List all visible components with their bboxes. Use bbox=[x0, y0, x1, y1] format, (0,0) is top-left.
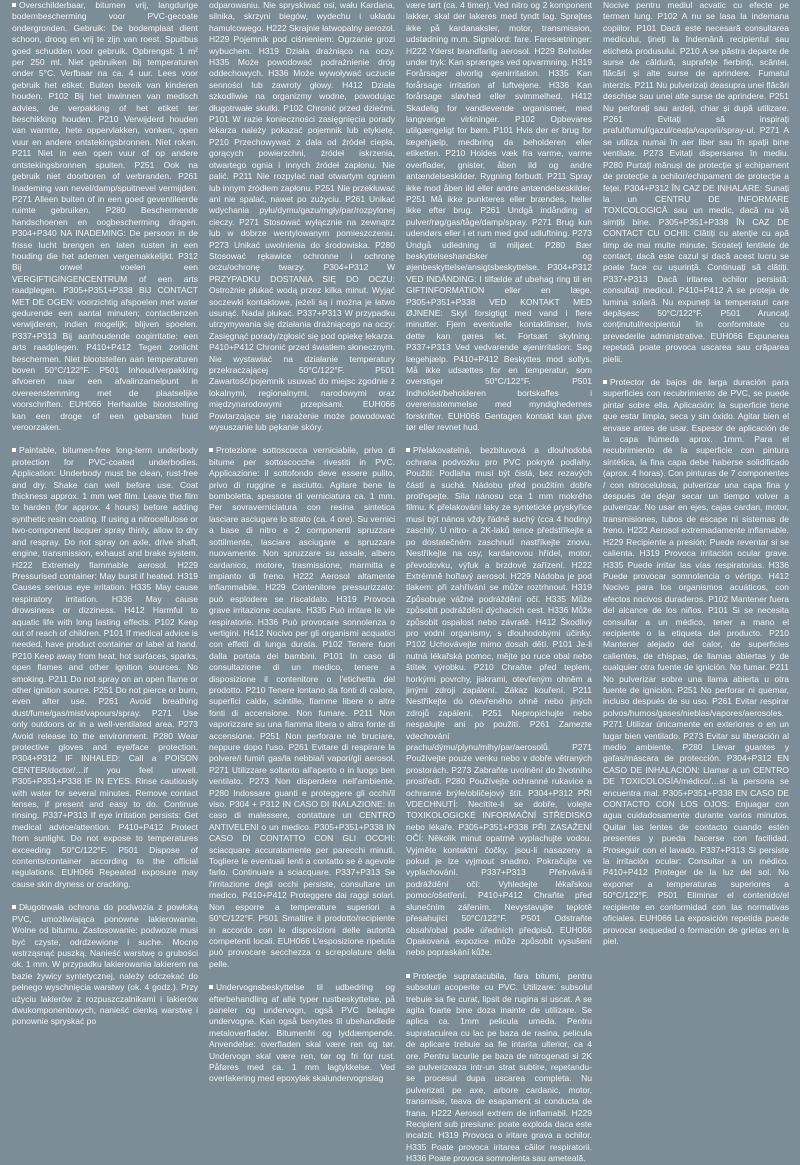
section-text: Paintable, bitumen-free long-term underbody protection for PVC-coated underbodies. Application: Underbody must be clean, rust-free and dry. Shake can well before use. Coat thickness approx. 1 mm wet film. Leave the film to harden (for approx. 4 hours) before adding synthetic resin coating. If using a nitrocellulose or two-component lacquer spray thinly, allow to dry and respray. Do not spray on axle, drive shaft, engine, transmission, exhaust and brake system. H222 Extremely flammable aerosol. H229 Pressurised container: May burst if heated. H319 Causes serious eye irritation. H335 May cause respiratory irritation. H336 May cause drowsiness or dizziness. H412 Harmful to aquatic life with long lasting effects. P102 Keep out of reach of children. P101 If medical advice is needed, have product container or label at hand. P210 Keep away from heat, hot surfaces, sparks, open flames and other ignition sources. No smoking. P211 Do not spray on an open flame or other ignition source. P251 Do not pierce or burn, even after use. P261 Avoid breathing dust/fume/gas/mist/vapours/spray. P271 Use only outdoors or in a well-ventilated area. P273 Avoid release to the environment. P280 Wear protective gloves and eye/face protection. P304+P312 IF INHALED: Call a POISON CENTER/doctor/…if you feel unwell. P305+P351+P338 IF IN EYES: Rinse cautiously with water for several minutes. Remove contact lenses, if present and easy to do. Continue rinsing. P337+P313 If eye irritation persists: Get medical advice/attention. P410+P412 Protect from sunlight. Do not expose to temperatures exceeding 50°C/122°F. P501 Dispose of contents/container according to the official regulations. EUH066 Repeated exposure may cause skin dryness or cracking. bbox=[12, 445, 198, 889]
section-danish bbox=[209, 982, 395, 1085]
section-polish bbox=[12, 902, 198, 1027]
section-italian bbox=[209, 445, 395, 970]
section-text: odparowaniu. Nie spryskiwać osi, wału Kardana, silnika, skrzyni biegów, wydechu i układu hamulcowego. H222 Skrajnie łatwopalny aerozol. H229 Pojemnik pod ciśnieniem: Ogrzanie grozi wybuchem. H319 Działa drażniąco na oczy. H335 Może powodować podrażnienie dróg oddechowych. H336 Może wywoływać uczucie senności lub zawroty głowy. H412 Działa szkodliwie na organizmy wodne, powodując długotrwałe skutki. P102 Chronić przed dziećmi. P101 W razie konieczności zasięgnięcia porady lekarza należy pokazać pojemnik lub etykietę. P210 Przechowywać z dala od źródeł ciepła, gorących powierzchni, źródeł iskrzenia, otwartego ognia i innych źródeł zapłonu. Nie palić. P211 Nie rozpylać nad otwartym ogniem lub innym źródłem zapłonu. P251 Nie przekłuwać ani nie spalać, nawet po zużyciu. P261 Unikać wdychania pyłu/dymu/gazu/mgły/par/rozpylonej cieczy. P271 Stosować wyłącznie na zewnątrz lub w dobrze wentylowanym pomieszczeniu. P273 Unikać uwolnienia do środowiska. P280 Stosować rękawice ochronne i ochronę oczu/ochronę twarzy. P304+P312 W PRZYPADKU DOSTANIA SIĘ DO OCZU: Ostrożnie płukać wodą przez kilka minut. Wyjąć soczewki kontaktowe, jeżeli są i można je łatwo usunąć. Nadal płukać. P337+P313 W przypadku utrzymywania się działania drażniącego na oczy: Zasięgnąć porady/zgłosić się pod opiekę lekarza. P410+P412 Chronić przed światłem słonecznym. Nie wystawiać na działanie temperatury przekraczającej 50°C/122°F. P501 Zawartość/pojemnik usuwać do miejsc zgodnie z lokalnymi, regionalnymi, narodowymi oraz międzynarodowymi przepisami. EUH066 Powtarzające się narażenie może powodować wysuszanie lub pękanie skóry. bbox=[209, 0, 395, 433]
section-text: Undervognsbeskyttelse til udbedring og efterbehandling af alle typer rustbeskyttelse, på paneler og undervogn, også PVC belagte undervogne. Kan også benyttes til ubehandlede metaloverflader. Bitumenfri og lyddæmpende. Anvendelse: overfladen skal være ren og tør. Undervogn skal være ren, tør og fri for rust. Påføres med ca. 1 mm lagtykkelse. Ved overlakering med epoxylak skalundervognslag bbox=[209, 982, 395, 1084]
bullet-square-icon bbox=[209, 448, 213, 452]
bullet-square-icon bbox=[12, 3, 16, 7]
section-czech bbox=[406, 445, 592, 958]
section-text: Přelakovatelná, bezbituvová a dlouhodobá ochrana podvozku pro PVC pokryté podlahy. Použití: Podlaha musí být čistá, bez rezavých částí a suchá. Nádobu před použitím dobře protřepejte. Síla nánosu cca 1 mm mokrého filmu. K přelakování laky ze syntetické pryskyřice musí být nános vždy řádně suchý (cca 4 hodiny) zaschlý. U nitro- a 2K-laků tence předstříkejte a po dostatečném zaschnutí nastříkejte znovu. Nestříkejte na osy, kardanovou hřídel, motor, převodovku, výfuk a brzdové zařízení. H222 Extrémně hořlavý aerosol. H229 Nádoba je pod tlakem: při zahřívání se může roztrhnout. H319 Způsobuje vážné podráždění očí. H335 Může způsobit podráždění dýchacích cest. H336 Může způsobit ospalost nebo závratě. H412 Škodlivý pro vodní organismy, s dlouhodobými účinky. P102 Uchovávejte mimo dosah dětí. P101 Je-li nutná lékařská pomoc, mějte po ruce obal nebo štítek výrobku. P210 Chraňte před teplem, horkými povrchy, jiskrami, otevřeným ohněm a jinými zdroji zapálení. Zákaz kouření. P211 Nestříkejte do otevřeného ohně nebo jiných zdrojů zapálení. P251 Nepropichujte nebo nespalujte ani po použití. P261 Zamezte vdechování prachu/dýmu/plynu/mlhy/par/aerosolů. P271 Používejte pouze venku nebo v dobře větraných prostorách. P273 Zabraňte uvolnění do životního prostředí. P280 Používejte ochranné rukavice a ochranné brýle/obličejový štít. P304+P312 PŘI VDECHNUTÍ: Necítíte-li se dobře, volejte TOXIKOLOGICKÉ INFORMAČNÍ STŘEDISKO nebo lékaře. P305+P351+P338 PŘI ZASAŽENÍ OČÍ: Několik minut opatrně vyplachujte vodou. Vyjměte kontaktní čočky, jsou-li nasazeny a pokud je lze vyjmout snadno. Pokračujte ve vyplachování. P337+P313 Přetrvává-li podráždění očí: Vyhledejte lékařskou pomoc/ošetření. P410+P412 Chraňte před slunečním zářením. Nevystavujte teplotě přesahující 50°C/122°F. P501 Odstraňte obsah/obal podle úředních předpisů. EUH066 Opakovaná expozice může způsobit vysušení nebo popraskání kůže. bbox=[406, 445, 592, 958]
bullet-square-icon bbox=[209, 985, 213, 989]
section-text: Protecție supratacubila, fara bitumi, pentru subsoluri acoperite cu PVC. Utilizare: subsolul trebuie sa fie curat, lipsit de rugina si uscat. A se agita foarte bine doza inainte de utilizare. Se aplica ca. 1mm pelicula umeda. Pentru supratacuirea cu lac pe baza de rasina, pelicula de aplicare trebuie sa fie intarita ulterior, ca 4 ore. Pentru lacurile pe baza de nitrogenati si 2K se pulverizeaza intr-un strat subtire, repetandu-se procesul dupa uscarea completa. Nu pulverizati pe axe, arbore cardanic, motor, transmisie, teava de esapament si conducta de frana. H222 Aerosol extrem de inflamabil. H229 Recipient sub presiune: poate exploda daca este incalzit. H319 Provoca o iritare grava a ochilor. H335 Poate provoca iritarea căilor respiratorii. H336 Poate provoca somnolenta sau ameteală. bbox=[406, 970, 592, 1164]
section-text: Protezione sottoscocca verniciabile, privo di bitume per sottoscocche rivestiti in PVC. Applicazione: il sottofondo deve essere pulito, privo di ruggine e asciutto. Agitare bene la bomboletta, spessore di verniciatura ca. 1 mm. Per sovraverniciatura con resina sintetica lasciare asciugare lo strato (ca. 4 ore). Su vernici a base di nitro e 2 componenti spruzzare sottilmente, lasciare asciugare e spruzzare nuovamente. Non spruzzare su assale, albero cardanico, motore, trasmissione, marmitta e impianto di freno. H222 Aerosol altamente infiammabile. H229 Contenitore pressurizzato: può esplodere se riscaldato. H319 Provoca grave irritazione oculare. H335 Può irritare le vie respiratorie. H336 Può provocare sonnolenza o vertigini. H412 Nocivo per gli organismi acquatici con effetti di lunga durata. P102 Tenere fuori dalla portata dei bambini. P101 In caso di consultazione di un medico, tenere a disposizione il contenitore o l'etichetta del prodotto. P210 Tenere lontano da fonti di calore, superfici calde, scintille, fiamme libere o altre fonti di accensione. Non fumare. P211 Non vaporizzare su una fiamma libera o altra fonte di accensione. P251 Non perforare né bruciare, neppure dopo l'uso. P261 Evitare di respirare la polvere/i fumi/i gas/la nebbia/i vapori/gli aerosol. P271 Utilizzare soltanto all'aperto o in luogo ben ventilato. P273 Non disperdere nell'ambiente. P280 Indossare guanti e proteggere gli occhi/il viso. P304 + P312 IN CASO DI INALAZIONE: In caso di malessere, contattare un CENTRO ANTIVELENI o un medico. P305+P351+P338 IN CASO DI CONTATTO CON GLI OCCHI: sciacquare accuratamente per parecchi minuti. Togliere le eventuali lenti a contatto se è agevole farlo. Continuare a sciacquare. P337+P313 Se l'irritazione degli occhi persiste, consultare un medico. P410+P412 Proteggere dai raggi solari. Non esporre a temperature superiori a 50°C/122°F. P501 Smaltire il prodotto/recipiente in accordo con le disposizioni delle autorità competenti locali. EUH066 L'esposizione ripetuta può provocare secchezza o screpolature della pelle. bbox=[209, 445, 395, 969]
section-danish-continued bbox=[406, 0, 592, 433]
bullet-square-icon bbox=[603, 380, 607, 384]
section-text: Nocive pentru mediul acvatic cu efecte pe termen lung. P102 A nu se lasa la indemana copiilor. P101 Dacă este necesară consultarea medicului, țineți la îndemână recipientul sau eticheta produsului. P210 A se păstra departe de surse de căldură, suprafețe fierbinți, scântei, flăcări și alte surse de aprindere. Fumatul interzis. P211 Nu pulverizați deasupra unei flăcări deschise sau unei alte surse de aprindere. P251 Nu perforați sau ardeți, chiar și după utilizare. P261 Evitați să inspirați praful/fumul/gazul/ceața/vaporii/spray-ul. P271 A se utiliza numai în aer liber sau în spații bine ventilate. P273 Evitați dispersarea în mediu. P280 Purtați mănuși de protecție și echipament de protecție a ochilor/echipament de protecție a feței. P304+P312 ÎN CAZ DE INHALARE: Sunați la un CENTRU DE INFORMARE TOXICOLOGICĂ sau un medic, dacă nu vă simțiți bine. P305+P351+P338 ÎN CAZ DE CONTACT CU OCHII: Clătiți cu atenție cu apă timp de mai multe minute. Scoateți lentilele de contact, dacă este cazul și dacă acest lucru se poate face cu ușurință. Continuați să clătiți. P337+P313 Dacă iritarea ochilor persistă: consultați medicul. P410+P412 A se proteja de lumina solară. Nu expuneți la temperaturi care depășesc 50°C/122°F. P501 Aruncați conținutul/recipientul în conformitate cu prevederile administrative. EUH066 Expunerea repetată poate provoca uscarea sau crăparea pielii. bbox=[603, 0, 789, 364]
section-romanian-continued bbox=[603, 0, 789, 365]
text-column-4 bbox=[603, 0, 789, 946]
section-polish-continued bbox=[209, 0, 395, 433]
text-column-1 bbox=[12, 0, 198, 1027]
bullet-square-icon bbox=[12, 448, 16, 452]
section-spanish bbox=[603, 377, 789, 947]
section-text: Długotrwała ochrona do podwozia z powłoką PVC, umożliwiająca ponowne lakierowanie. Wolne od bitumu. Zastosowanie: podwozie musi być czyste, odrdzewione i suche. Mocno wstrząsnąć puszką. Nanieść warstwę o grubości ok. 1 mm. W przypadku lakierowania lakierem na bazie żywicy syntetycznej, należy odczekać do pełnego wyschnięcia warstwy (ok. 4 godz.). Przy użyciu lakierów z rozpuszczalnikami i lakierów dwukomponentowych, nanieść cienką warstwę i ponownie spryskać po bbox=[12, 902, 198, 1027]
bullet-square-icon bbox=[406, 448, 410, 452]
text-column-3 bbox=[406, 0, 592, 1164]
section-romanian bbox=[406, 971, 592, 1165]
bullet-square-icon bbox=[406, 974, 410, 978]
section-text: være tørt (ca. 4 timer). Ved nitro og 2 komponent lakker, skal der lakeres med tyndt lag. Sprøjtes ikke på kardanaksler, motor, transmission, udstødning m.m. Signalord: fare. Faresætninger: H222 Yderst brandfarlig aerosol. H229 Beholder under tryk: Kan sprænges ved opvarmning. H319 Forårsager alvorlig øjenirritation. H335 Kan forårsage irritation af luftvejene. H336 Kan forårsage sløvhed eller svimmelhed. H412 Skadelig for vandlevende organismer, med langvarige virkninger. P102 Opbevares utilgængeligt for børn. P101 Hvis der er brug for lægehjælp, medbring da beholderen eller etiketten. P210 Holdes væk fra varme, varme overflader, gnister, åben ild og andre antændelseskilder. Rygning forbudt. P211 Spray ikke mod åben ild eller andre antændelseskilder. P251 Må ikke punkteres eller brændes, heller ikke efter brug. P261 Undgå indånding af pulver/røg/gas/tåge/damp/spray. P271 Brug kun udendørs eller i et rum med god udluftning. P273 Undgå udledning til miljøet. P280 Bær beskyttelseshandsker og øjenbeskyttelse/ansigtsbeskyttelse. P304+P312 VED INDÅNDING: I tilfælde af ubehag ring til en GIFTINFORMATION eller en læge. P305+P351+P338 VED KONTAKT MED ØJNENE: Skyl forsigtigt med vand i flere minutter. Fjern eventuelle kontaktlinser, hvis dette kan gøres let. Fortsæt skylning. P337+P313 Ved vedvarende øjenirritation: Søg lægehjælp. P410+P412 Beskyttes mod sollys. Må ikke udsættes for en temperatur, som overstiger 50°C/122°F. P501 Indholdet/beholderen bortskaffes i overensstemmelse med myndighedernes forskrifter. EUH066 Gentagen kontakt kan give tør eller revnet hud. bbox=[406, 0, 592, 433]
section-english bbox=[12, 445, 198, 890]
section-text: Overschilderbaar, bitumen vrij, langdurige bodembescherming voor PVC-gecoate ondergronden. Gebruik: De bodemplaat dient schoon, droog en vrij te zijn van roest. Spuitbus goed schudden voor gebruik. Opbrengst: 1 m² per 250 ml. Niet gebruiken bij temperaturen onder 5°C. Verfbaar na ca. 4 uur. Lees voor gebruik het etiket. Buiten bereik van kinderen houden. P102 Bij het inwinnen van medisch advies, de verpakking of het etiket ter beschikking houden. P210 Verwijderd houden van warmte, hete oppervlakken, vonken, open vuur en andere ontstekingsbronnen. Niet roken. P211 Niet in een open vuur of op andere ontstekingsbronnen spuiten. P251 Ook na gebruik niet doorboren of verbranden. P261 Inademing van nevel/damp/spuitnevel vermijden. P271 Alleen buiten of in een goed geventileerde ruimte gebruiken. P280 Beschermende handschoenen en oogbescherming dragen. P304+P340 NA INADEMING: De persoon in de frisse lucht brengen en laten rusten in een houding die het ademen vergemakkelijkt. P312 Bij onwel voelen een VERGIFTIGINGENCENTRUM of een arts raadplegen. P305+P351+P338 BIJ CONTACT MET DE OGEN: voorzichtig afspoelen met water gedurende een aantal minuten; contactlenzen verwijderen, indien mogelijk; blijven spoelen. P337+P313 Bij aanhoudende oogirritatie: een arts raadplegen. P410+P412 Tegen zonlicht beschermen. Niet blootstellen aan temperaturen boven 50°C/122°F. P501 Inhoud/verpakking afvoeren naar een afvalinzamelpunt in overeenstemming met de plaatselijke voorschriften. EUH066 Herhaalde blootstelling kan een droge of een gebarsten huid veroorzaken. bbox=[12, 0, 198, 433]
section-dutch bbox=[12, 0, 198, 433]
bullet-square-icon bbox=[12, 905, 16, 909]
section-text: Protector de bajos de larga duración para superficies con recubrimiento de PVC, se puede pintar sobre ella. Aplicación: la superficie tiene que estar limpia, seca y sin óxido. Agitar bien el envase antes de usar. Espesor de aplicación de la capa húmeda aprox. 1mm. Para el recubrimiento de la superficie con pintura sintética, la fina capa debe haberse solidificado (aprox. 4 horas). Con pinturas de 7 componentes / con nitrocelulosa, pulverizar una capa fina y después de dejar secar un tiempo volver a pulverizar. No usar en ejes, cajas cardan, motor, transmisiones, tubos de escape ni sistemas de freno. H222 Aerosol extremadamente inflamable. H229 Recipiente a presión: Puede reventar si se calienta. H319 Provoca irritación ocular grave. H335 Puede irritar las vías respiratorias. H336 Puede provocar somnolencia o vértigo. H412 Nocivo para los organismos acuáticos, con efectos nocivos duraderos. P102 Mantener fuera del alcance de los niños. P101 Si se necesita consultar a un médico, tener a mano el recipiente o la etiqueta del producto. P210 Mantener alejado del calor, de superficies calientes, de chispas, de llamas abiertas y de cualquier otra fuente de ignición. No fumar. P211 No pulverizar sobre una llama abierta u otra fuente de ignición. P251 No perforar ni quemar, incluso después de su uso. P261 Evitar respirar polvos/humos/gases/nieblas/vapores/aerosoles. P271 Utilizar únicamente en exteriores o en un lugar bien ventilado. P273 Evitar su liberación al medio ambiente. P280 Llevar guantes y gafas/máscara de protección. P304+P312 EN CASO DE INHALACIÓN: Llamar a un CENTRO DE TOXICOLOGÍA/médico/…si la persona se encuentra mal. P305+P351+P338 EN CASO DE CONTACTO CON LOS OJOS: Enjuagar con agua cuidadosamente durante varios minutos. Quitar las lentes de contacto cuando estén presentes y pueda hacerse con facilidad. Proseguir con el lavado. P337+P313 Si persiste la irritación ocular: Consultar a un médico. P410+P412 Proteger de la luz del sol. No exponer a temperaturas superiores a 50°C/122°F. P501 Eliminar el contenido/el recipiente en conformidad con las normativas oficiales. EUH066 La exposición repetida puede provocar sequedad o formación de grietas en la piel. bbox=[603, 377, 789, 946]
text-column-2 bbox=[209, 0, 395, 1084]
